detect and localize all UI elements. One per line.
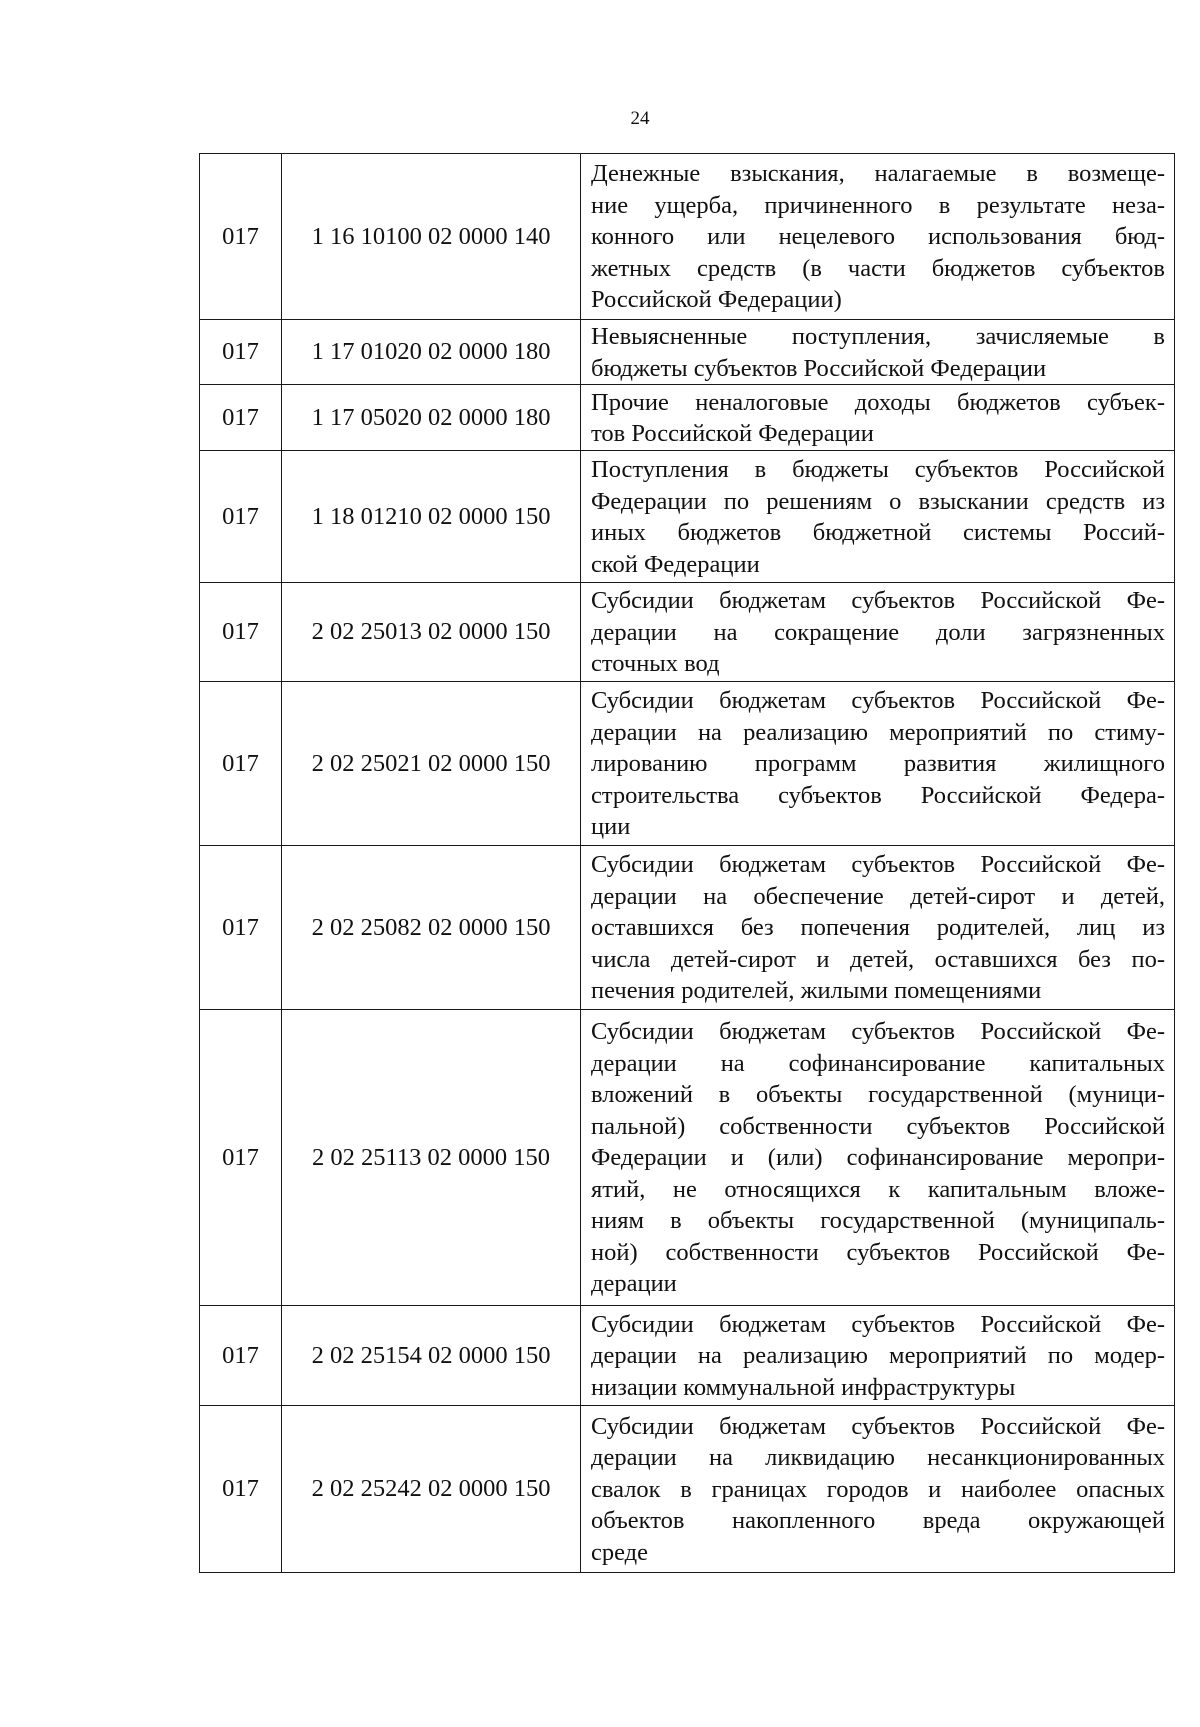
description-line: дерации на реализацию мероприятий по стиму- [591,718,1165,746]
description-line: ние ущерба, причиненного в результате неза- [591,191,1165,219]
description-cell [581,682,1175,846]
description-line: Федерации и (или) софинансирование меропри- [591,1144,1165,1172]
description-line: оставшихся без попечения родителей, лиц из [591,914,1165,942]
description-line: Денежные взыскания, налагаемые в возмеще- [591,160,1165,188]
admin-code-cell: 017 [200,1406,282,1573]
description-line: среде [591,1538,649,1566]
admin-code-cell: 017 [200,154,282,320]
budget-code-cell: 2 02 25242 02 0000 150 [282,1406,581,1573]
table-row [200,682,1175,846]
description-cell [581,385,1175,451]
description-line: объектов накопленного вреда окружающей [591,1507,1165,1535]
description-line: дерации на обеспечение детей-сирот и детей, [591,882,1165,910]
table-body [200,154,1175,1573]
admin-code-cell: 017 [200,846,282,1010]
table-row [200,1406,1175,1573]
description-line: бюджеты субъектов Российской Федерации [591,354,1047,382]
budget-code-cell: 1 18 01210 02 0000 150 [282,451,581,583]
description-line: вложений в объекты государственной (муници- [591,1081,1165,1109]
description-line: дерации [591,1270,677,1298]
description-line: Прочие неналоговые доходы бюджетов субъек- [591,388,1165,416]
table-row [200,1010,1175,1306]
description-cell [581,583,1175,682]
description-line: Субсидии бюджетам субъектов Российской Фе- [591,1310,1165,1338]
description-line: дерации на ликвидацию несанкционированных [591,1444,1165,1472]
description-line: ции [591,813,631,841]
description-line: Невыясненные поступления, зачисляемые в [591,323,1165,350]
description-line: строительства субъектов Российской Федера- [591,781,1165,809]
table-row [200,1306,1175,1406]
budget-code-cell: 2 02 25021 02 0000 150 [282,682,581,846]
description-cell [581,1306,1175,1406]
admin-code-cell: 017 [200,1010,282,1306]
description-line: пальной) собственности субъектов Российской [591,1112,1165,1140]
description-line: Российской Федерации) [591,286,842,314]
budget-code-cell: 1 16 10100 02 0000 140 [282,154,581,320]
budget-code-cell: 2 02 25013 02 0000 150 [282,583,581,682]
description-line: Субсидии бюджетам субъектов Российской Фе- [591,587,1165,615]
description-line: лированию программ развития жилищного [591,750,1165,778]
admin-code-cell: 017 [200,682,282,846]
description-line: ной) собственности субъектов Российской Фе- [591,1238,1165,1266]
description-cell [581,1010,1175,1306]
description-line: Субсидии бюджетам субъектов Российской Фе- [591,687,1165,715]
description-line: Субсидии бюджетам субъектов Российской Фе- [591,1018,1165,1046]
description-line: ниям в объекты государственной (муниципаль- [591,1207,1165,1235]
description-line: сточных вод [591,650,720,678]
description-line: дерации на сокращение доли загрязненных [591,618,1165,646]
description-cell [581,320,1175,385]
budget-code-cell: 2 02 25154 02 0000 150 [282,1306,581,1406]
description-cell [581,846,1175,1010]
budget-code-cell: 1 17 01020 02 0000 180 [282,320,581,385]
description-line: Поступления в бюджеты субъектов Российской [591,456,1165,483]
table-row [200,320,1175,385]
description-cell [581,1406,1175,1573]
description-line: низации коммунальной инфраструктуры [591,1373,1016,1401]
budget-code-cell: 2 02 25113 02 0000 150 [282,1010,581,1306]
description-line: Субсидии бюджетам субъектов Российской Фе- [591,1412,1165,1440]
description-line: Субсидии бюджетам субъектов Российской Фе- [591,851,1165,879]
table-row [200,154,1175,320]
description-line: печения родителей, жилыми помещениями [591,977,1042,1005]
description-line: ской Федерации [591,550,760,578]
budget-codes-table [199,153,1175,1573]
description-line: свалок в границах городов и наиболее опасных [591,1475,1165,1503]
admin-code-cell: 017 [200,583,282,682]
description-line: тов Российской Федерации [591,420,874,447]
admin-code-cell: 017 [200,320,282,385]
description-line: жетных средств (в части бюджетов субъектов [591,254,1165,282]
description-line: дерации на реализацию мероприятий по модер- [591,1342,1165,1370]
description-line: конного или нецелевого использования бюд- [591,223,1165,251]
table-row [200,583,1175,682]
admin-code-cell: 017 [200,451,282,583]
description-line: Федерации по решениям о взыскании средств из [591,487,1165,515]
description-line: иных бюджетов бюджетной системы Россий- [591,519,1165,546]
page-number: 24 [630,108,650,129]
table-row [200,846,1175,1010]
budget-code-cell: 1 17 05020 02 0000 180 [282,385,581,451]
budget-code-cell: 2 02 25082 02 0000 150 [282,846,581,1010]
description-line: числа детей-сирот и детей, оставшихся без по- [591,945,1165,973]
admin-code-cell: 017 [200,385,282,451]
description-line: ятий, не относящихся к капитальным вложе- [591,1175,1165,1203]
description-line: дерации на софинансирование капитальных [591,1049,1165,1077]
table-row [200,385,1175,451]
admin-code-cell: 017 [200,1306,282,1406]
description-cell [581,451,1175,583]
description-cell [581,154,1175,320]
table-row [200,451,1175,583]
